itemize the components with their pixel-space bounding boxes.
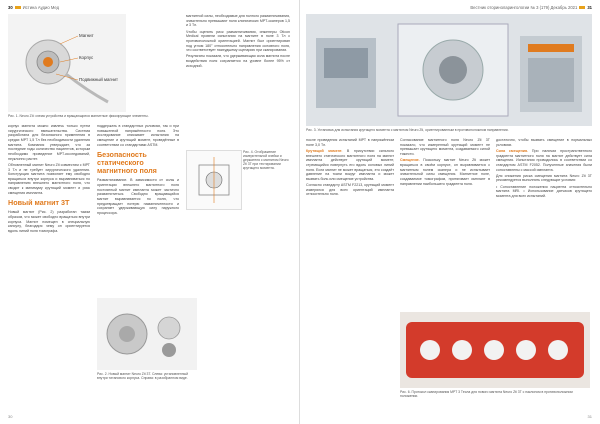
mri-scan-photo [400,312,590,388]
left-column-1 [8,124,90,416]
right-page [300,0,600,424]
right-page-number: 31 [587,5,592,10]
figure-1-caption: Рис. 1. Neuro Zti: схема устройства и вращающиеся магнитные фиксирующие элементы. [8,114,149,118]
torque-test-setup-photo [306,14,592,126]
figure-6-caption: Рис. 6. Протокол сканирования МРТ 3 Тесла для нового магнита Neuro Zti 3T с наклоном в противоположном положении. [400,390,573,399]
magnet-photo [97,298,197,370]
paragraph: достаточно, чтобы вызвать смещение в нормальных условиях. [496,138,592,147]
figure-4-caption: Рис. 4. Отображение измерительной ячейки и держателя с магнитом Neuro Zti 3T при тестировании крутящего момента. [243,150,289,171]
lead-displacement-force: Сила смещения. [496,148,529,153]
paragraph: Согласно стандарту ASTM F2213, крутящий момент измерялся для всех ориентаций импланта относительно поля. [306,183,394,197]
paragraph: Новый магнит (Рис. 2) разработан таким образом, что может свободно вращаться внутри корпуса. Магнит помещен в специальную капсулу, благодаря чему он ориентируется вдоль линий поля томографа. [8,210,90,234]
figure-2 [97,298,197,370]
right-column-1 [306,138,394,416]
paragraph: поддержать в стандартных условиях, так и при повышенной напряжённости поля. Это исследование описывает испытания на смещение и крутящий момент, проведённые в соответствии со стандартами ASTM. [97,124,179,147]
right-running-header [470,5,592,10]
fig1-label-rotating-magnet: Подвижный магнит [79,77,118,82]
figure-4 [186,150,242,210]
paragraph: Чтобы оценить риск размагничивания, инженеры Oticon Medical провели испытания на магните в поле 3 Тл с противоположной ориентацией. Магнит был ориентирован под углом 180° относительно направления основного поля, что соответствует наихудшему сценарию при сканировании. [186,29,290,53]
right-journal-title: Вестник оториноларингологии № 3 (179) Декабрь 2021 [470,5,578,10]
figure-3 [306,14,592,126]
section-heading-static-field: Безопасность статического магнитного поля [97,150,157,176]
figure-2-caption: Рис. 2. Новый магнит Neuro Zti 3T. Слева: установленный внутри титанового корпуса. Справа: в разобранном виде. [97,372,188,381]
fig1-label-magnet: Магнит [79,33,94,38]
left-column-3 [186,14,290,144]
bullet-list: • Сопоставление положения пациента относительно магнита MRI. • Использование датчиков крутящего момента для всех испытаний. [496,184,592,198]
measurement-cell-diagram [187,151,241,209]
lead-displacement: Смещение. [400,158,420,163]
paragraph: Для снижения риска смещения магнита Neuro Zti 3T рекомендуется выполнять следующие условия: [496,173,592,183]
implant-diagram [8,14,126,112]
paragraph: В присутствии сильного внешнего статического магнитного поля на магнит импланта действует крутящий момент, стремящийся повернуть его вдоль силовых линий поля. Если магнит не может вращаться, это создаёт давление на ткани вокруг импланта и может вызвать боль или смещение устройства. [306,148,394,181]
left-page-number: 30 [8,5,13,10]
paragraph: корпус магнита можно извлечь только путем хирургического вмешательства. Система разработана для безопасного применения в средах МРТ 1,5 Тл без необходимости удаления магнита. Компания утверждает, что за последние годы количество пациентов, которым необходимо проведение МРТ-исследований, неуклонно растет. [8,124,90,161]
figure-1 [8,14,126,112]
right-column-3 [496,138,592,310]
paragraph: после проведения испытаний МРТ в напряжённом поле 3,0 Тл. [306,138,394,147]
section-heading-new-magnet: Новый магнит 3Т [8,198,70,208]
left-footer-page: 30 [8,414,13,419]
right-column-2 [400,138,490,308]
paragraph: Результаты показали, что удерживающая сила магнита после воздействия поля сохраняется на уровне более 95% от исходной. [186,54,290,68]
figure-6 [400,312,590,388]
paragraph: При наличии пространственного градиента магнитного поля на магнит действует сила смещения. Испытания проводились в соответствии со стандартом ASTM F2052. Полученные значения были сопоставлены с массой импланта. [496,148,592,172]
left-column-2 [97,124,179,294]
left-running-header [8,5,59,10]
paragraph: Размагничивание. В зависимости от силы и ориентации внешнего магнитного поля постоянный магнит импланта может частично размагнититься. Свободно вращающийся магнит выравнивается по полю, что предотвращает потерю намагниченности и сохраняет удерживающую силу наружного процессора. [97,178,179,215]
lead-torque: Крутящий момент. [306,148,343,153]
paragraph: Согласование магнитного поля Neuro Zti 3T показало, что измеренный крутящий момент не превышает крутящего момента, создаваемого силой тяжести. [400,138,490,156]
paragraph: Поскольку магнит Neuro Zti может вращаться в своём корпусе, он выравнивается с магнитным полем сканера и не испытывает значительной силы смещения. Магнитное поле, создаваемое томографом, притягивает имплант в направлении наибольшего градиента поля. [400,158,490,186]
figure-3-caption: Рис. 3. Установка для испытания крутящего момента с магнитом Neuro Zti, ориентированным в противоположном направлении. [306,128,509,132]
paragraph: магнитной силы, необходимые для полного размагничивания, значительно превышают поля клинических МРТ-сканеров 1,5 и 3 Тл. [186,14,290,28]
right-footer-page: 31 [587,414,592,419]
fig1-label-housing: Корпус [79,55,94,60]
paragraph: Обновленный магнит Neuro Zti совместим с МРТ 3 Тл и не требует хирургического удаления. Конструкция магнита позволяет ему свободно вращаться внутри корпуса и выравниваться по направлению внешнего магнитного поля, что сводит к минимуму крутящий момент и риск смещения импланта. [8,162,90,195]
left-journal-title: Истина Аудио Мед [22,5,60,10]
